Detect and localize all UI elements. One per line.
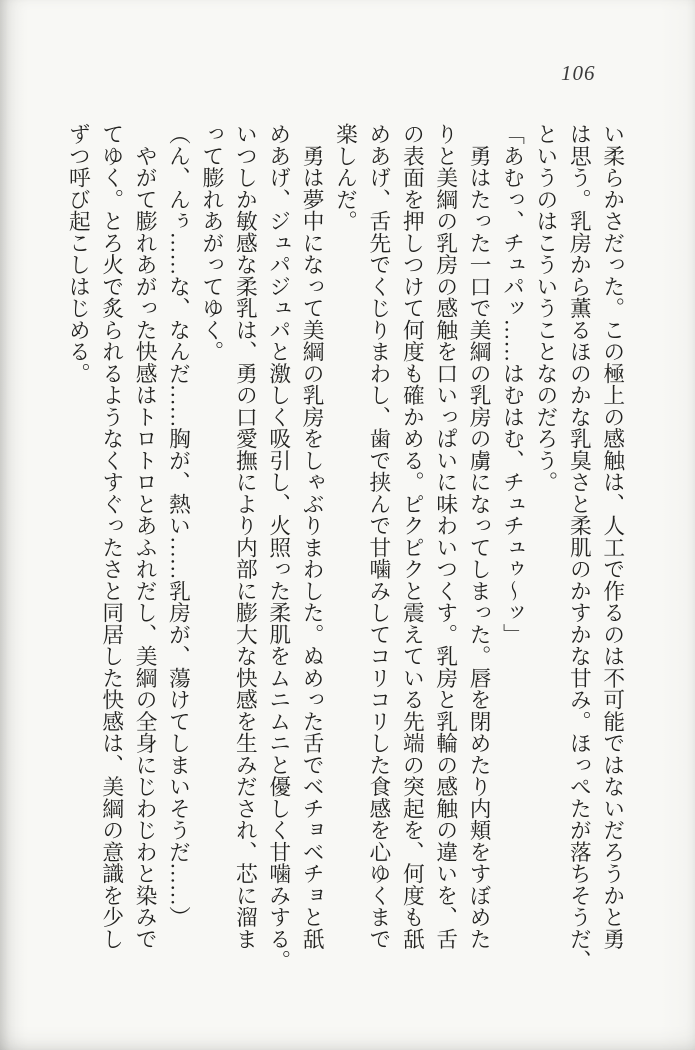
text-column: というのはこういうことなのだろう。 bbox=[533, 123, 558, 493]
text-column: の表面を押しつけて何度も確かめる。ピクピクと震えている先端の突起を、何度も舐 bbox=[400, 123, 425, 950]
text-column: いつしか敏感な柔乳は、勇の口愛撫により内部に膨大な快感を生みだされ、芯に溜ま bbox=[233, 123, 258, 950]
text-column: は思う。乳房から薫るほのかな乳臭さと柔肌のかすかな甘み。ほっぺたが落ちそうだ、 bbox=[567, 123, 592, 972]
text-column: りと美綱の乳房の感触を口いっぱいに味わいつくす。乳房と乳輪の感触の違いを、舌 bbox=[433, 123, 458, 950]
text-column: めあげ、舌先でくじりまわし、歯で挟んで甘噛みしてコリコリした食感を心ゆくまで bbox=[366, 123, 391, 950]
text-column: やがて膨れあがった快感はトロトロとあふれだし、美綱の全身にじわじわと染みで bbox=[133, 123, 158, 950]
text-column: 勇は夢中になって美綱の乳房をしゃぶりまわした。ぬめった舌でベチョベチョと舐 bbox=[300, 123, 325, 950]
text-column: ずつ呼び起こしはじめる。 bbox=[66, 123, 91, 384]
text-column: 「あむっ、チュパッ……はむはむ、チュチュゥ～ッ」 bbox=[500, 123, 525, 645]
text-column: 楽しんだ。 bbox=[333, 123, 358, 232]
text-column: い柔らかさだった。この極上の感触は、人工で作るのは不可能ではないだろうかと勇 bbox=[600, 123, 625, 950]
page-number: 106 bbox=[561, 61, 596, 85]
text-column: めあげ、ジュパジュパと激しく吸引し、火照った柔肌をムニムニと優しく甘噛みする。 bbox=[266, 123, 291, 972]
text-column: （ん、んぅ……な、なんだ……胸が、熱い……乳房が、蕩けてしまいそうだ……） bbox=[166, 123, 191, 928]
text-column: てゆく。とろ火で炙られるようなくすぐったさと同居した快感は、美綱の意識を少し bbox=[99, 123, 124, 950]
text-column: って膨れあがってゆく。 bbox=[199, 123, 224, 363]
text-column: 勇はたった一口で美綱の乳房の虜になってしまった。唇を閉めたり内頬をすぼめた bbox=[467, 123, 492, 950]
